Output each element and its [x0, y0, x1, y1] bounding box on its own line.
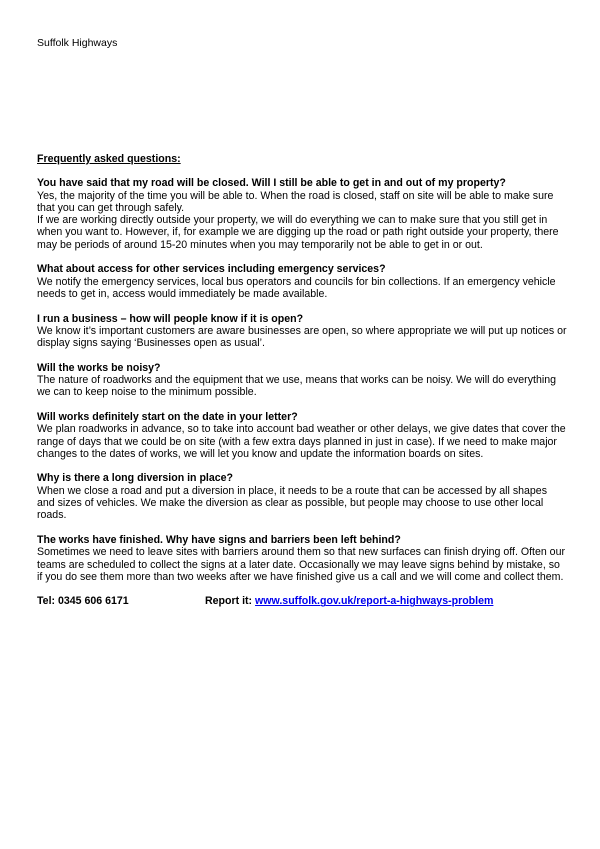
faq-answer: We know it’s important customers are aware businesses are open, so where appropriate we will put up notices or display signs saying ‘Businesses open as usual’. [37, 324, 567, 350]
telephone-number: Tel: 0345 606 6171 [37, 595, 129, 608]
faq-answer: When we close a road and put a diversion in place, it needs to be a route that can be accessed by all shapes and sizes of vehicles. We make the diversion as clear as possible, but people may choose to use other local roads. [37, 484, 547, 522]
contact-footer [37, 595, 567, 607]
faq-section [37, 153, 567, 608]
faq-answer: If we are working directly outside your property, we will do everything we can to make sure that you still get in when you want to. However, if, for example we are digging up the road or path right outside your property, there may be periods of around 15-20 minutes when you may temporarily not be able to get in or out. [37, 214, 559, 251]
organisation-header: Suffolk Highways [37, 37, 118, 49]
report-it-line [205, 595, 493, 607]
faq-question: You have said that my road will be closed. Will I still be able to get in and out of my property? [37, 177, 506, 190]
faq-question: Will the works be noisy? [37, 361, 161, 374]
faq-question: Will works definitely start on the date in your letter? [37, 410, 298, 423]
report-problem-link[interactable]: www.suffolk.gov.uk/report-a-highways-problem [255, 595, 494, 608]
faq-question: What about access for other services including emergency services? [37, 263, 386, 276]
faq-question: The works have finished. Why have signs and barriers been left behind? [37, 533, 401, 546]
faq-answer: Sometimes we need to leave sites with barriers around them so that new surfaces can finish drying off. Often our teams are scheduled to collect the signs at a later date. Occasionally we may leave signs behind by mistake, so if you do see them more than two weeks after we have finished give us a call and we will come and collect them. [37, 546, 565, 583]
faq-question: Why is there a long diversion in place? [37, 472, 234, 485]
faq-question: I run a business – how will people know if it is open? [37, 312, 304, 325]
faq-item [37, 177, 567, 251]
faq-title: Frequently asked questions: [37, 153, 181, 165]
faq-item [37, 362, 567, 399]
faq-item [37, 411, 567, 460]
faq-item [37, 263, 567, 300]
faq-answer: The nature of roadworks and the equipment that we use, means that works can be noisy. We will do everything we can to keep noise to the minimum possible. [37, 374, 556, 399]
faq-answer: We plan roadworks in advance, so to take into account bad weather or other delays, we give dates that cover the range of days that we could be on site (with a few extra days planned in just in case). If we need to make major changes to the dates of works, we will let you know and update the information boards on sites. [37, 423, 566, 460]
faq-item [37, 313, 567, 350]
faq-answer: We notify the emergency services, local bus operators and councils for bin collections. If an emergency vehicle needs to get in, access would immediately be made available. [37, 275, 556, 300]
report-it-label: Report it: [205, 595, 253, 608]
faq-item [37, 534, 567, 583]
faq-answer: Yes, the majority of the time you will be able to. When the road is closed, staff on site will be able to make sure that you can get through safely. [37, 189, 554, 214]
faq-item [37, 472, 567, 521]
